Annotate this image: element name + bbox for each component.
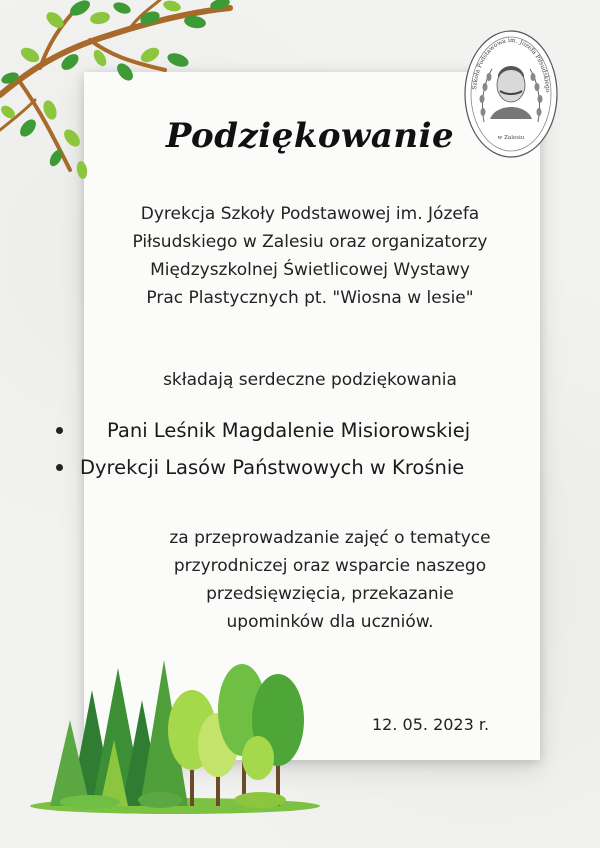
page-title: Podziękowanie [165,116,455,156]
bullet-icon [56,464,63,471]
bullet-icon [56,427,63,434]
intro-line: Prac Plastycznych pt. "Wiosna w lesie" [146,288,474,308]
reason-line: upominków dla uczniów. [226,612,434,632]
intro-line: Międzyszkolnej Świetlicowej Wystawy [150,260,470,280]
reason-line: za przeprowadzanie zajęć o tematyce [169,528,491,548]
leafy-branch-icon [0,0,240,190]
thanks-line: składają serdeczne podziękowania [163,370,457,390]
recipients-list [56,412,576,486]
intro-paragraph [90,200,530,312]
seal-ring-text: Szkoła Podstawowa im. Józefa Piłsudskiego [471,36,552,93]
reason-paragraph [120,524,540,636]
list-item [56,412,576,449]
reason-line: przyrodniczej oraz wsparcie naszego [173,556,487,576]
seal-bottom-text: w Zalesiu [497,135,525,141]
list-item [56,449,576,486]
reason-line: przedsięwzięcia, przekazanie [206,584,454,604]
recipient-name: Pani Leśnik Magdalenie Misiorowskiej [107,419,471,442]
document-date: 12. 05. 2023 r. [372,715,490,734]
recipient-name: Dyrekcji Lasów Państwowych w Krośnie [80,456,465,479]
intro-line: Piłsudskiego w Zalesiu oraz organizatorzy [132,232,488,252]
forest-trees-icon [30,650,320,816]
intro-line: Dyrekcja Szkoły Podstawowej im. Józefa [140,204,480,224]
